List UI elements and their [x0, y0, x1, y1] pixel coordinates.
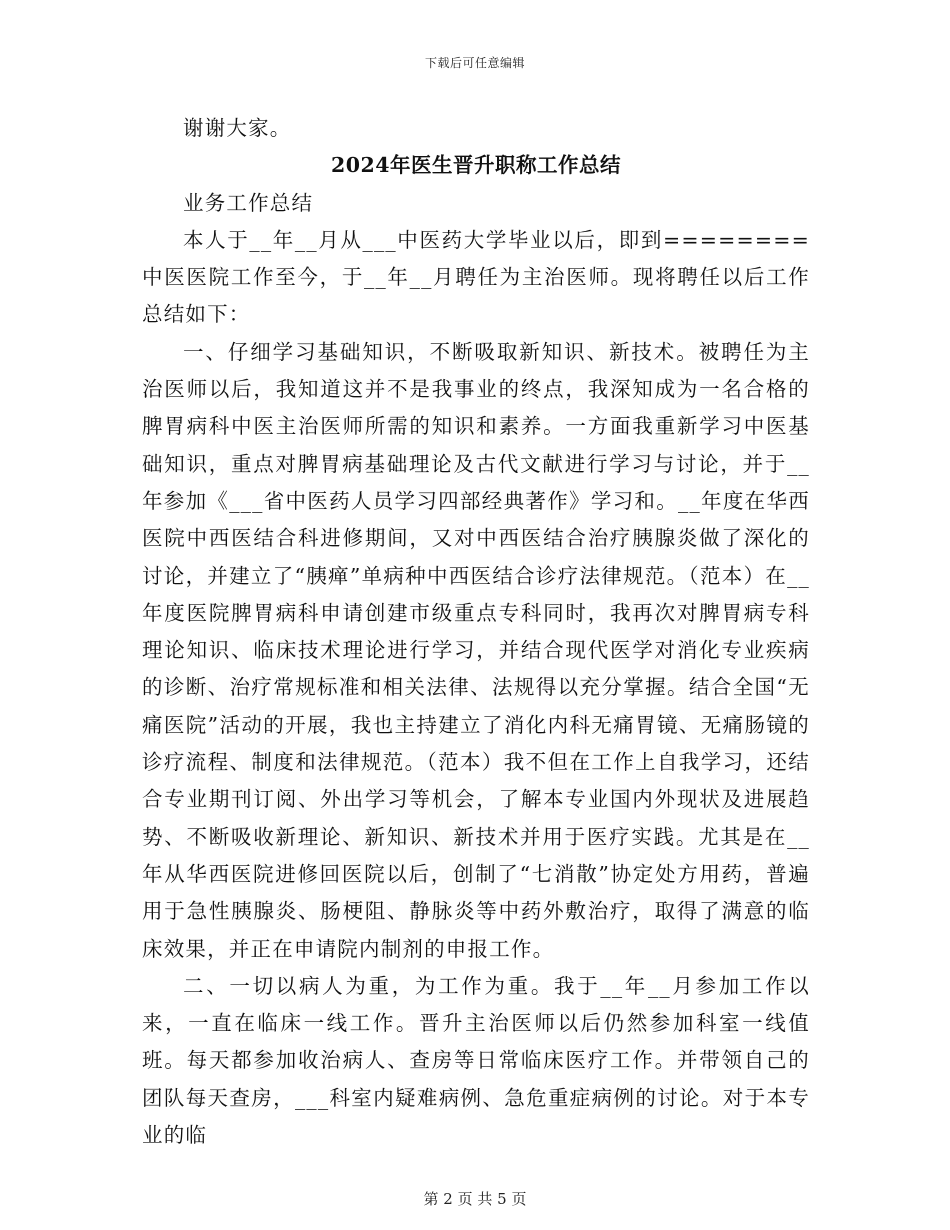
page-footer: 第 2 页 共 5 页	[423, 1190, 527, 1208]
intro-paragraph: 本人于__年__月从___中医药大学毕业以后，即到========中医医院工作至今，于__年__月聘任为主治医师。现将聘任以后工作总结如下：	[142, 227, 810, 327]
document-body	[142, 110, 810, 1154]
section-subtitle: 业务工作总结	[183, 190, 314, 215]
closing-paragraph: 谢谢大家。	[183, 116, 292, 140]
page-header: 下载后可任意编辑	[424, 56, 525, 70]
section-2-paragraph: 二、一切以病人为重，为工作为重。我于__年__月参加工作以来，一直在临床一线工作。晋升主治医师以后仍然参加科室一线值班。每天都参加收治病人、查房等日常临床医疗工作。并带领自己的团队每天查房，___科室内疑难病例、急危重症病例的讨论。对于本专业的临	[142, 973, 810, 1148]
document-title: 2024年医生晋升职称工作总结	[330, 153, 622, 178]
section-1-paragraph: 一、仔细学习基础知识，不断吸取新知识、新技术。被聘任为主治医师以后，我知道这并不是我事业的终点，我深知成为一名合格的脾胃病科中医主治医师所需的知识和素养。一方面我重新学习中医基础知识，重点对脾胃病基础理论及古代文献进行学习与讨论，并于__年参加《___省中医药人员学习四部经典著作》学习和。__年度在华西医院中西医结合科进修期间，又对中西医结合治疗胰腺炎做了深化的讨论，并建立了“胰瘅”单病种中西医结合诊疗法律规范。（范本）在__年度医院脾胃病科申请创建市级重点专科同时，我再次对脾胃病专科理论知识、临床技术理论进行学习，并结合现代医学对消化专业疾病的诊断、治疗常规标准和相关法律、法规得以充分掌握。结合全国“无痛医院”活动的开展，我也主持建立了消化内科无痛胃镜、无痛肠镜的诊疗流程、制度和法律规范。（范本）我不但在工作上自我学习，还结合专业期刊订阅、外出学习等机会，了解本专业国内外现状及进展趋势、不断吸收新理论、新知识、新技术并用于医疗实践。尤其是在__年从华西医院进修回医院以后，创制了“七消散”协定处方用药，普遍用于急性胰腺炎、肠梗阻、静脉炎等中药外敷治疗，取得了满意的临床效果，并正在申请院内制剂的申报工作。	[142, 339, 810, 961]
